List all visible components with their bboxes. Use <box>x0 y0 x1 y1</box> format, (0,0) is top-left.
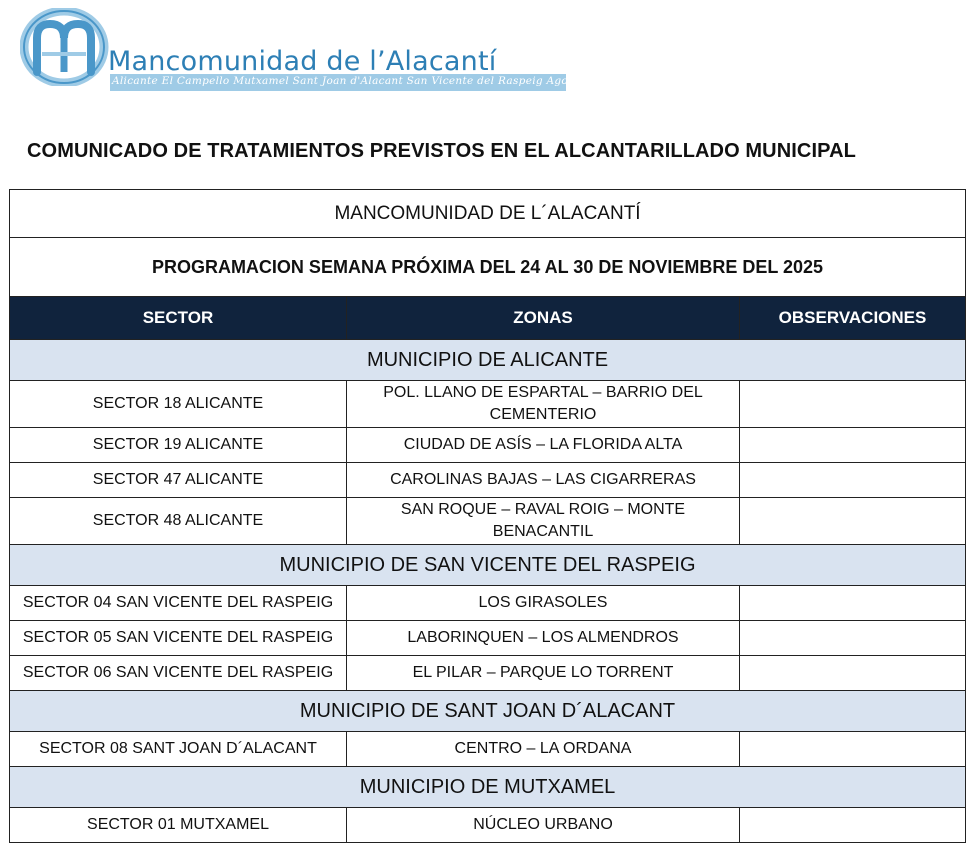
week-row <box>10 238 966 297</box>
sector-cell: SECTOR 18 ALICANTE <box>10 381 347 428</box>
logo-name: Mancomunidad de l’Alacantí <box>108 46 497 77</box>
table-row <box>10 621 966 656</box>
column-header-sector: SECTOR <box>10 297 347 340</box>
municipality-row <box>10 340 966 381</box>
table-row <box>10 463 966 498</box>
table-row <box>10 428 966 463</box>
header-row <box>10 297 966 340</box>
observaciones-cell <box>740 621 966 656</box>
municipality-heading: MUNICIPIO DE ALICANTE <box>10 340 966 381</box>
sector-cell: SECTOR 19 ALICANTE <box>10 428 347 463</box>
zona-cell: CIUDAD DE ASÍS – LA FLORIDA ALTA <box>347 428 740 463</box>
zona-cell: LABORINQUEN – LOS ALMENDROS <box>347 621 740 656</box>
municipality-row <box>10 767 966 808</box>
municipality-row <box>10 545 966 586</box>
mancomunidad-logo <box>20 8 580 88</box>
document-title: COMUNICADO DE TRATAMIENTOS PREVISTOS EN EL ALCANTARILLADO MUNICIPAL <box>27 140 856 162</box>
table-row <box>10 732 966 767</box>
observaciones-cell <box>740 808 966 843</box>
zona-cell: CENTRO – LA ORDANA <box>347 732 740 767</box>
sector-cell: SECTOR 08 SANT JOAN D´ALACANT <box>10 732 347 767</box>
zona-cell: EL PILAR – PARQUE LO TORRENT <box>347 656 740 691</box>
week-schedule-title: PROGRAMACION SEMANA PRÓXIMA DEL 24 AL 30 DE NOVIEMBRE DEL 2025 <box>10 238 966 297</box>
table-row <box>10 498 966 545</box>
municipality-row <box>10 691 966 732</box>
schedule-table <box>9 189 966 843</box>
observaciones-cell <box>740 732 966 767</box>
observaciones-cell <box>740 428 966 463</box>
municipality-heading: MUNICIPIO DE SANT JOAN D´ALACANT <box>10 691 966 732</box>
observaciones-cell <box>740 656 966 691</box>
observaciones-cell <box>740 381 966 428</box>
municipality-heading: MUNICIPIO DE MUTXAMEL <box>10 767 966 808</box>
sector-cell: SECTOR 47 ALICANTE <box>10 463 347 498</box>
table-row <box>10 808 966 843</box>
sector-cell: SECTOR 04 SAN VICENTE DEL RASPEIG <box>10 586 347 621</box>
sector-cell: SECTOR 05 SAN VICENTE DEL RASPEIG <box>10 621 347 656</box>
column-header-zonas: ZONAS <box>347 297 740 340</box>
zona-cell: NÚCLEO URBANO <box>347 808 740 843</box>
organization-name: MANCOMUNIDAD DE L´ALACANTÍ <box>10 190 966 238</box>
zona-cell: POL. LLANO DE ESPARTAL – BARRIO DEL CEMENTERIO <box>347 381 740 428</box>
observaciones-cell <box>740 463 966 498</box>
observaciones-cell <box>740 498 966 545</box>
logo-towns: Alicante El Campello Mutxamel Sant Joan d'Alacant San Vicente del Raspeig Agost <box>112 75 579 87</box>
zona-cell: LOS GIRASOLES <box>347 586 740 621</box>
municipality-heading: MUNICIPIO DE SAN VICENTE DEL RASPEIG <box>10 545 966 586</box>
mancomunidad-emblem-icon <box>20 8 112 86</box>
organization-row <box>10 190 966 238</box>
table-row <box>10 381 966 428</box>
observaciones-cell <box>740 586 966 621</box>
column-header-observaciones: OBSERVACIONES <box>740 297 966 340</box>
table-row <box>10 656 966 691</box>
zona-cell: CAROLINAS BAJAS – LAS CIGARRERAS <box>347 463 740 498</box>
zona-cell: SAN ROQUE – RAVAL ROIG – MONTE BENACANTIL <box>347 498 740 545</box>
sector-cell: SECTOR 48 ALICANTE <box>10 498 347 545</box>
table-row <box>10 586 966 621</box>
sector-cell: SECTOR 06 SAN VICENTE DEL RASPEIG <box>10 656 347 691</box>
sector-cell: SECTOR 01 MUTXAMEL <box>10 808 347 843</box>
